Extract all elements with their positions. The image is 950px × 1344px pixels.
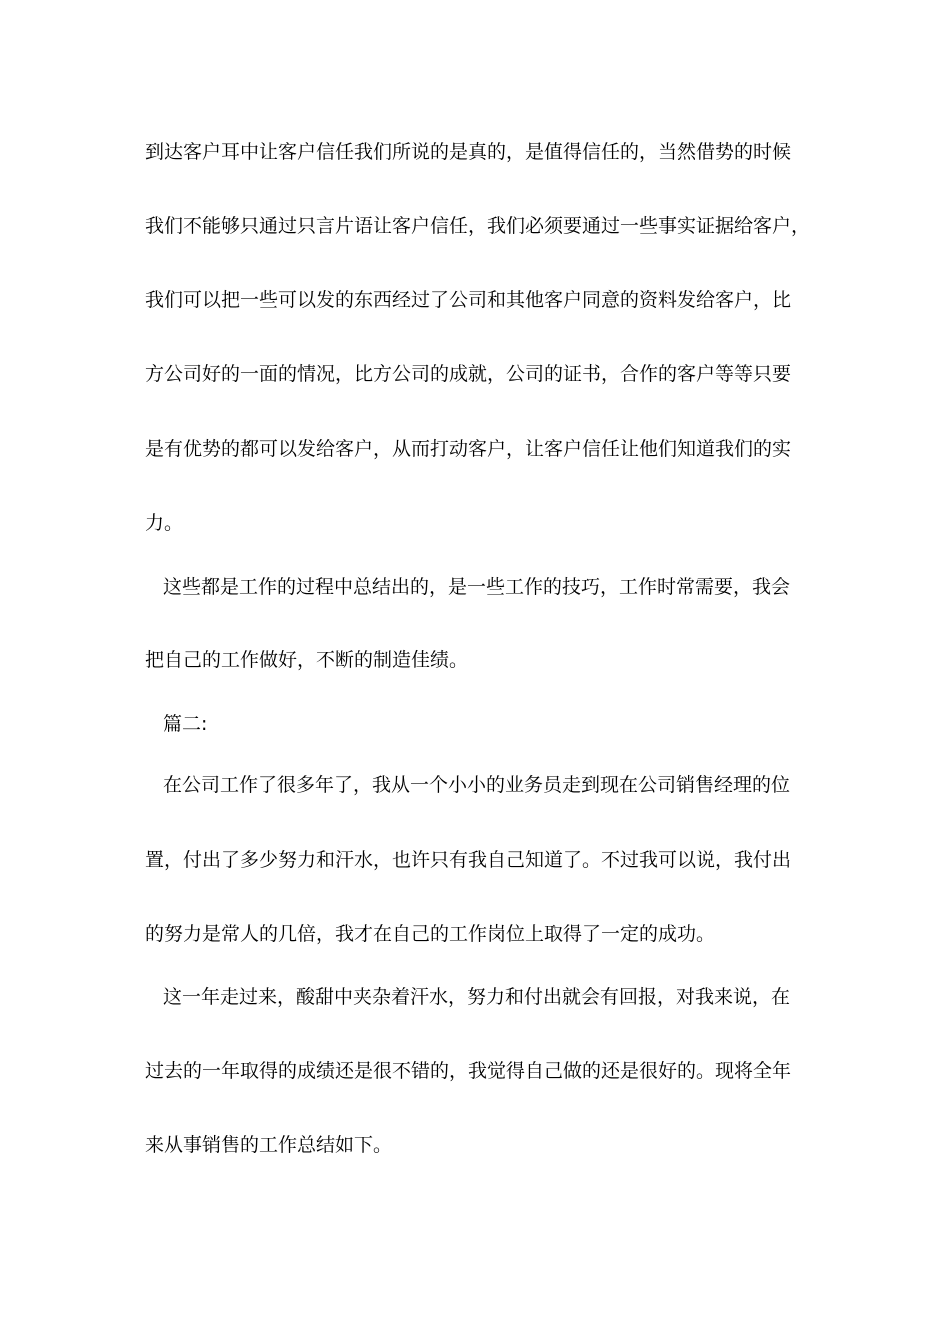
text-line: 在公司工作了很多年了，我从一个小小的业务员走到现在公司销售经理的位 (163, 774, 791, 796)
text-line: 置，付出了多少努力和汗水，也许只有我自己知道了。不过我可以说，我付出 (145, 849, 792, 871)
text-line: 把自己的工作做好，不断的制造佳绩。 (145, 649, 469, 671)
text-line: 的努力是常人的几倍，我才在自己的工作岗位上取得了一定的成功。 (145, 923, 716, 945)
text-line: 我们不能够只通过只言片语让客户信任，我们必须要通过一些事实证据给客户， (145, 215, 810, 237)
text-line: 力。 (145, 512, 184, 534)
text-line: 来从事销售的工作总结如下。 (145, 1134, 393, 1156)
text-line: 到达客户耳中让客户信任我们所说的是真的，是值得信任的，当然借势的时候 (145, 141, 792, 163)
text-line: 这些都是工作的过程中总结出的，是一些工作的技巧，工作时常需要，我会 (163, 576, 791, 598)
section-heading: 篇二: (163, 713, 208, 735)
text-line: 是有优势的都可以发给客户，从而打动客户，让客户信任让他们知道我们的实 (145, 438, 792, 460)
text-line: 过去的一年取得的成绩还是很不错的，我觉得自己做的还是很好的。现将全年 (145, 1060, 792, 1082)
text-line: 方公司好的一面的情况，比方公司的成就，公司的证书，合作的客户等等只要 (145, 363, 792, 385)
text-line: 我们可以把一些可以发的东西经过了公司和其他客户同意的资料发给客户，比 (145, 289, 792, 311)
text-line: 这一年走过来，酸甜中夹杂着汗水，努力和付出就会有回报，对我来说，在 (163, 986, 791, 1008)
